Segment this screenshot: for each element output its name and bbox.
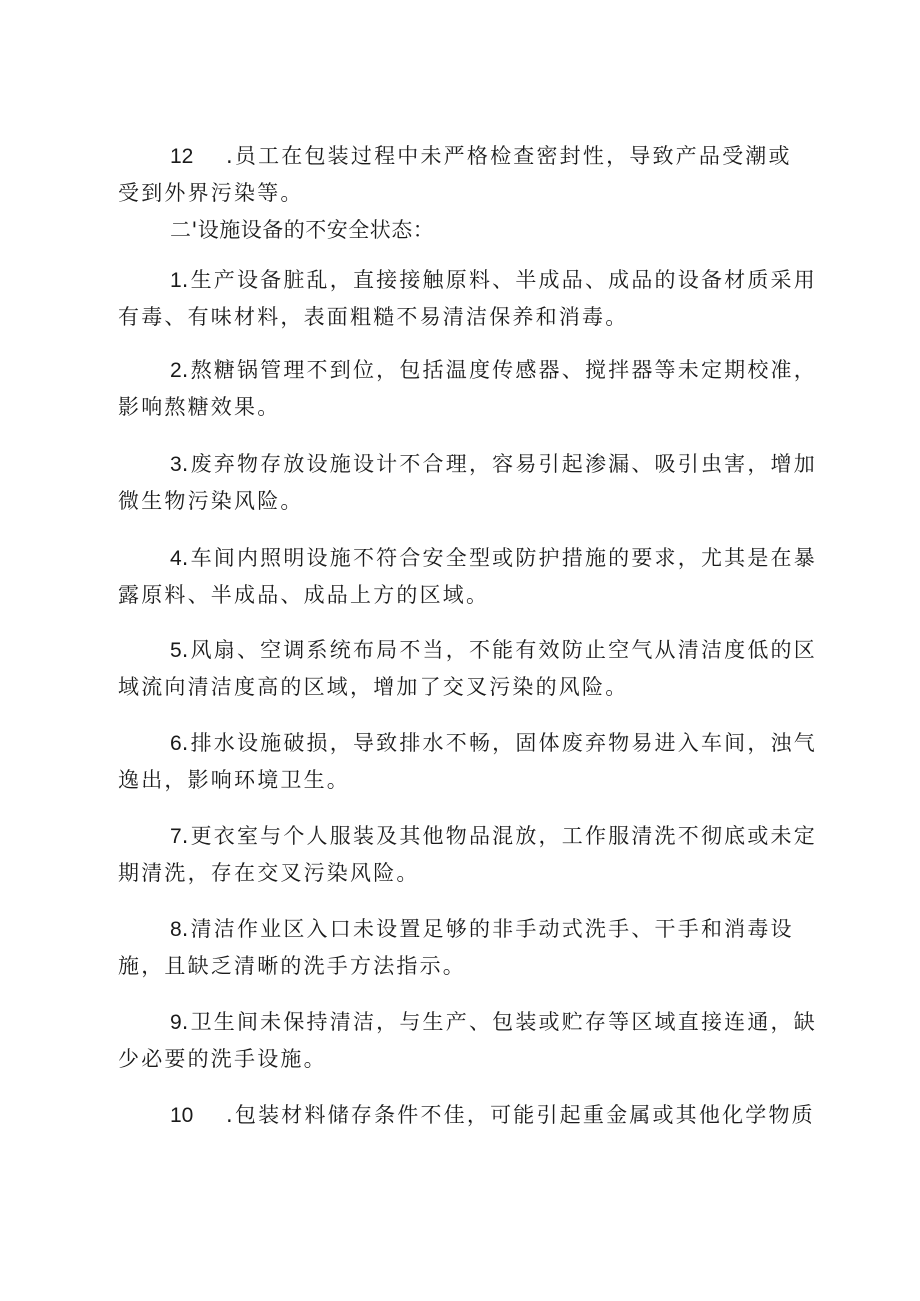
item-text: .清洁作业区入口未设置足够的非手动式洗手、干手和消毒设施，且缺乏清晰的洗手方法指示。: [118, 917, 794, 978]
item-number: 2: [170, 359, 182, 382]
item-number: 12: [170, 145, 194, 168]
item-text: .熬糖锅管理不到位，包括温度传感器、搅拌器等未定期校准，影响熬糖效果。: [118, 358, 817, 419]
item-number: 6: [170, 732, 182, 755]
item-text: .包装材料储存条件不佳，可能引起重金属或其他化学物质: [226, 1103, 815, 1127]
list-item-6: [118, 725, 818, 799]
list-item-4: [118, 540, 818, 614]
list-item-1: [118, 262, 818, 336]
item-number: 1: [170, 269, 182, 292]
item-number: 7: [170, 825, 182, 848]
item-number: 9: [170, 1011, 182, 1034]
item-text: .生产设备脏乱，直接接触原料、半成品、成品的设备材质采用有毒、有味材料，表面粗糙不易清洁保养和消毒。: [118, 268, 817, 329]
list-item-9: [118, 1004, 818, 1078]
list-item-2: [118, 352, 818, 426]
item-text: .废弃物存放设施设计不合理，容易引起渗漏、吸引虫害，增加微生物污染风险。: [118, 452, 817, 513]
item-text: .风扇、空调系统布局不当，不能有效防止空气从清洁度低的区域流向清洁度高的区域，增加了交叉污染的风险。: [118, 638, 817, 699]
section-heading-text: 二'设施设备的不安全状态：: [170, 218, 435, 242]
list-item-8: [118, 911, 818, 985]
list-item-12: [118, 138, 808, 212]
item-text: .车间内照明设施不符合安全型或防护措施的要求，尤其是在暴露原料、半成品、成品上方的区域。: [118, 546, 817, 607]
item-text: .员工在包装过程中未严格检查密封性，导致产品受潮或受到外界污染等。: [118, 144, 792, 205]
item-text: .排水设施破损，导致排水不畅，固体废弃物易进入车间，浊气逸出，影响环境卫生。: [118, 731, 817, 792]
list-item-7: [118, 818, 818, 892]
item-number: 5: [170, 639, 182, 662]
item-number: 3: [170, 453, 182, 476]
list-item-10: [118, 1097, 818, 1134]
item-number: 4: [170, 547, 182, 570]
list-item-5: [118, 632, 818, 706]
item-text: .卫生间未保持清洁，与生产、包装或贮存等区域直接连通，缺少必要的洗手设施。: [118, 1010, 817, 1071]
list-item-3: [118, 446, 818, 520]
item-text: .更衣室与个人服装及其他物品混放，工作服清洗不彻底或未定期清洗，存在交叉污染风险。: [118, 824, 817, 885]
item-number: 10: [170, 1104, 194, 1127]
section-heading: [170, 212, 434, 249]
item-number: 8: [170, 918, 182, 941]
